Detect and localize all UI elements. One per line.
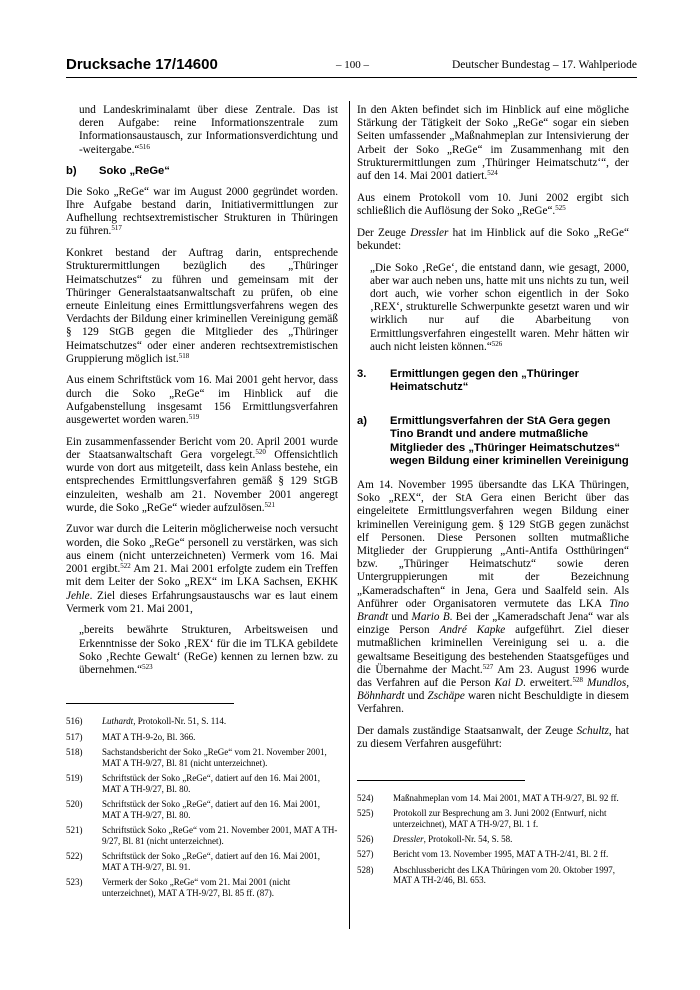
footnote	[66, 732, 338, 743]
footnote-divider	[66, 703, 234, 704]
footnote	[357, 793, 629, 804]
person-name: André Kapke	[439, 624, 506, 637]
footnote-text: Abschlussbericht des LKA Thüringen vom 20. Oktober 1997, MAT A TH-2/46, Bl. 653.	[393, 864, 616, 886]
block-quote: „bereits bewährte Strukturen, Arbeitsweisen und Erkenntnisse der Soko ‚REX‘ für die im TLKA gebildete Soko ‚Rechte Gewalt‘ (ReGe) kennen zu lernen bzw. zu übernehmen.“$^{523}$	[79, 624, 338, 677]
footnote-ref: 528	[572, 676, 583, 684]
section-heading-3	[357, 368, 629, 395]
footnote	[66, 716, 338, 727]
person-name: Schultz	[576, 725, 609, 738]
person-name: Mundlos, Böhnhardt	[357, 677, 629, 703]
footnote-number: 520)	[66, 799, 83, 809]
footnote	[357, 808, 629, 830]
person-name: Tino Brandt	[357, 597, 629, 623]
footnote-ref: 523	[142, 663, 153, 672]
heading-title: Soko „ReGe“	[99, 165, 170, 178]
footnote	[66, 799, 338, 821]
paragraph: und Landeskriminalamt über diese Zentrale. Das ist deren Aufgabe: reine Informationszentrale zum Informationsaustausch, zur Informationsverdichtung und -weitergabe.“$^{516}$	[79, 104, 338, 156]
footnote-text: Vermerk der Soko „ReGe“ vom 21. Mai 2001 (nicht unterzeichnet), MAT A TH-9/27, Bl. 85 ff. (87).	[102, 877, 291, 899]
heading-number: a)	[357, 414, 367, 427]
footnote	[357, 849, 629, 860]
right-column	[357, 104, 629, 891]
heading-title: Ermittlungsverfahren der StA Gera gegen Tino Brandt und andere mutmaßliche Mitglieder des „Thüringer Heimatschutzes“ wegen Bildung einer kriminellen Vereinigung	[390, 414, 629, 468]
paragraph: Zuvor war durch die Leiterin möglicherweise noch versucht worden, die Soko „ReGe“ personell zu verstärken, was sich aus einem (nicht unterzeichneten) Vermerk vom 16. Mai 2001 ergibt.$^{522}$ Am 21. Mai 2001 erfolgte zudem ein Treffen mit dem Leiter der Soko „REX“ im LKA Sachsen, EKHK Jehle. Ziel dieses Erfahrungsaustauschs war es laut einem Vermerk vom 21. Mai 2001,	[66, 523, 338, 615]
footnote-text: Protokoll zur Besprechung am 3. Juni 2002 (Entwurf, nicht unterzeichnet), MAT A TH-9/27, Bl. 1 f.	[393, 807, 607, 829]
footnote-number: 524)	[357, 792, 374, 803]
footnote-ref: 517	[111, 224, 122, 233]
footnote	[66, 851, 338, 873]
paragraph: Die Soko „ReGe“ war im August 2000 gegründet worden. Ihre Aufgabe bestand darin, Initiativermittlungen zur Aufhellung rechtsextremistischer Strukturen in Thüringen zu führen.$^{517}$	[66, 185, 338, 238]
footnote-number: 523)	[66, 877, 83, 888]
footnote-ref: 519	[188, 413, 200, 422]
footnote-number: 522)	[66, 851, 83, 862]
footnote-ref: 522	[120, 562, 131, 571]
person-name: Mario B	[411, 610, 450, 623]
footnote-ref: 516	[139, 142, 150, 151]
footnote-text: Schriftstück der Soko „ReGe“, datiert auf den 16. Mai 2001, MAT A TH-9/27, Bl. 80.	[102, 772, 320, 794]
footnote-text: Schriftstück Soko „ReGe“ vom 21. November 2001, MAT A TH-9/27, Bl. 81 (nicht unterzeichnet).	[102, 825, 338, 846]
section-heading-a	[357, 415, 629, 469]
paragraph: Am 14. November 1995 übersandte das LKA Thüringen, Soko „REX“, der StA Gera einen Bericht über das eingeleitete Ermittlungsverfahren wegen Bildung einer kriminellen Vereinigung gem. § 129 StGB gegen zunächst elf Personen. Diese Personen sollten mutmaßliche Mitglieder der Gruppierung „Anti-Antifa Ostthüringen“ bzw. „Thüringer Heimatschutz“ sowie deren Untergruppierungen mit der Bezeichnung „Kameradschaften“ in Jena, Gera und Saalfeld sein. Als Anführer oder Organisatoren vermutete das LKA Tino Brandt und Mario B. Bei der „Kameradschaft Jena“ war als einzige Person André Kapke aufgeführt. Ziel dieser mutmaßlichen kriminellen Vereinigung sei u. a. die gewaltsame Beseitigung des bestehenden Staatsgefüges und die Übernahme der Macht.$^{527}$ Am 23. August 1996 wurde das Verfahren auf die Person Kai D. erweitert.$^{528}$ Mundlos, Böhnhardt und Zschäpe waren nicht Beschuldigte in diesem Verfahren.	[357, 478, 630, 716]
publisher-label: Deutscher Bundestag – 17. Wahlperiode	[451, 59, 637, 71]
heading-number: b)	[66, 165, 77, 178]
paragraph: In den Akten befindet sich im Hinblick auf eine mögliche Stärkung der Tätigkeit der Soko „ReGe“ sogar ein sieben Seiten umfassender „Maßnahmeplan zur Intensivierung der Arbeit der Soko „ReGe“ im Zusammenhang mit den Strukturermittlungen zum ‚Thüringer Heimatschutz‘“, der auf den 14. Mai 2001 datiert.$^{524}$	[357, 104, 629, 183]
footnote-text: Luthardt, Protokoll-Nr. 51, S. 114.	[102, 716, 227, 727]
footnote-text: Maßnahmeplan vom 14. Mai 2001, MAT A TH-9/27, Bl. 92 ff.	[393, 792, 619, 803]
person-name: Kai D	[494, 677, 524, 689]
person-name: Dressler	[393, 833, 424, 844]
footnote	[357, 865, 629, 887]
footnote-text: Bericht vom 13. November 1995, MAT A TH-2/41, Bl. 2 ff.	[393, 849, 609, 860]
heading-number: 3.	[357, 367, 367, 380]
footnote-ref: 527	[482, 662, 494, 671]
footnote-ref: 518	[178, 351, 190, 360]
footnote-ref: 520	[255, 447, 266, 456]
person-name: Luthardt	[102, 716, 134, 727]
heading-title: Ermittlungen gegen den „Thüringer Heimatschutz“	[390, 367, 579, 394]
paragraph: Aus einem Schriftstück vom 16. Mai 2001 geht hervor, dass durch die Soko „ReGe“ im Hinblick auf die Aufgabenstellung insgesamt 156 Ermittlungsverfahren ausgewertet worden waren.$^{519}$	[66, 374, 338, 427]
footnote-ref: 524	[487, 169, 498, 178]
footnotes-right	[357, 793, 629, 887]
footnote-number: 528)	[357, 864, 374, 875]
footnote-text: Sachstandsbericht der Soko „ReGe“ vom 21. November 2001, MAT A TH-9/27, Bl. 81 (nicht unterzeichnet).	[102, 746, 327, 768]
header-divider	[66, 77, 637, 78]
footnote	[66, 877, 338, 899]
footnote-ref: 526	[491, 339, 503, 348]
footnote	[66, 825, 338, 847]
footnote-ref: 521	[264, 500, 276, 509]
person-name: Dressler	[410, 226, 449, 239]
footnote-number: 519)	[66, 772, 83, 783]
footnote-number: 527)	[357, 849, 374, 860]
paragraph: Ein zusammenfassender Bericht vom 20. April 2001 wurde der Staatsanwaltschaft Gera vorgelegt.$^{520}$ Offensichtlich wurde von dort aus mitgeteilt, dass kein Anlass bestehe, ein entsprechendes Ermittlungsverfahren gemäß § 129 StGB einzuleiten, weshalb am 21. November 2001 angeregt wurde, die Soko „ReGe“ wieder aufzulösen.$^{521}$	[66, 435, 338, 514]
column-divider	[349, 101, 350, 929]
footnote-number: 525)	[357, 807, 374, 818]
document-number: Drucksache 17/14600	[66, 56, 218, 73]
footnotes-left	[66, 716, 338, 899]
footnote	[66, 747, 338, 769]
footnote-text: Schriftstück der Soko „ReGe“, datiert auf den 16. Mai 2001, MAT A TH-9/27, Bl. 91.	[102, 851, 320, 872]
section-heading-b	[66, 165, 338, 179]
page-number: – 100 –	[336, 59, 369, 71]
block-quote: „Die Soko ‚ReGe‘, die entstand dann, wie gesagt, 2000, aber war auch neben uns, hatte mit uns nichts zu tun, weil dort auch, wie vorher schon eigentlich in der Soko ‚REX‘, strukturelle Schwerpunkte gesetzt waren und wir wirklich nur auf die Abarbeitung von Ermittlungsverfahren eingestellt waren. Mehr hätten wir auch nicht leisten können.“$^{526}$	[370, 261, 629, 353]
footnote-number: 521)	[66, 825, 83, 836]
paragraph: Konkret bestand der Auftrag darin, entsprechende Strukturermittlungen bezüglich des „Thüringer Heimatschutzes“ zu führen und gemeinsam mit der Thüringer Generalstaatsanwaltschaft zu prüfen, ob eine erneute Einleitung eines Ermittlungsverfahrens wegen des Verdachts der Bildung einer kriminellen Vereinigung gemäß § 129 StGB gegen die Mitglieder des „Thüringer Heimatschutzes“ oder einer anderen rechtsextremistischen Gruppierung möglich ist.$^{518}$	[66, 247, 338, 365]
footnote-number: 516)	[66, 716, 83, 727]
footnote-number: 517)	[66, 731, 83, 742]
paragraph: Der damals zuständige Staatsanwalt, der Zeuge Schultz, hat zu diesem Verfahren ausgeführt:	[357, 725, 629, 751]
page-header	[66, 56, 637, 76]
left-column	[66, 104, 338, 903]
person-name: Jehle	[66, 589, 90, 602]
footnote-number: 518)	[66, 746, 83, 757]
paragraph: Aus einem Protokoll vom 10. Juni 2002 ergibt sich schließlich die Auflösung der Soko „ReGe“.$^{525}$	[357, 191, 629, 217]
footnote-text: Schriftstück der Soko „ReGe“, datiert auf den 16. Mai 2001, MAT A TH-9/27, Bl. 80.	[102, 799, 320, 820]
footnote-text: Dressler, Protokoll-Nr. 54, S. 58.	[393, 833, 513, 844]
footnote-divider	[357, 780, 525, 781]
footnote	[357, 834, 629, 845]
footnote-text: MAT A TH-9-2o, Bl. 366.	[102, 731, 196, 742]
footnote-number: 526)	[357, 833, 374, 844]
footnote	[66, 773, 338, 795]
footnote-ref: 525	[555, 203, 566, 212]
person-name: Zschäpe	[427, 690, 465, 703]
paragraph: Der Zeuge Dressler hat im Hinblick auf die Soko „ReGe“ bekundet:	[357, 226, 629, 252]
